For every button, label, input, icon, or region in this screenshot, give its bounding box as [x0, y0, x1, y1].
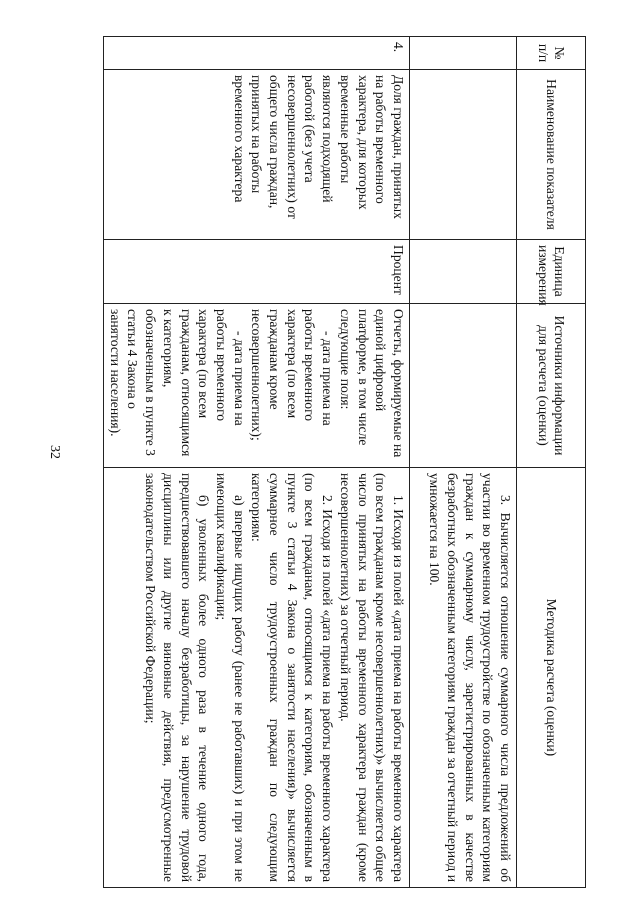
header-unit: Единица измерения [517, 240, 586, 304]
header-name: Наименование показателя [517, 70, 586, 240]
cell-method-cont [410, 468, 517, 888]
cell-num-empty [410, 37, 517, 70]
cell-source [104, 304, 410, 468]
table-header-row [517, 37, 586, 888]
cell-name: Доля граждан, принятых на работы временного характера, для которых временные работы являются подходящей работой (без учета несовершеннолетних) от общего числа граждан, принятых на работы временного характера [104, 70, 410, 240]
source-line: Отчеты, формируемые на единой цифровой платформе, в том числе следующие поля: [337, 309, 406, 458]
method-paragraph: б) уволенных более одного раза в течение одного года, предшествовавшего началу безработицы, за нарушение трудовой дисциплины или другие виновные действия, предусмотренные законодательством Российской Федерации; [143, 473, 212, 882]
source-line: - дата приема на работы временного характера (по всем гражданам, относящимся к категориям, обозначенным в пункте 3 статьи 4 Закона о занятости населения). [107, 309, 247, 457]
cell-name-empty [410, 70, 517, 240]
header-num: № п/п [517, 37, 586, 70]
indicator-table-wrapper [108, 36, 586, 887]
table-row [104, 37, 410, 888]
method-paragraph: 1. Исходя из полей «дата приема на работы временного характера (по всем гражданам кроме несовершеннолетних)» вычисляется общее число принятых на работы временного характера граждан (кроме несовершеннолетних) за отчетный период. [337, 473, 406, 882]
method-paragraph: а) впервые ищущих работу (ранее не работавших) и при этом не имеющих квалификации; [213, 473, 247, 882]
header-method: Методика расчета (оценки) [517, 468, 586, 888]
method-paragraph: 2. Исходя из полей «дата приема на работы временного характера (по всем гражданам, относящимся к категориям, обозначенным в пункте 3 статьи 4 Закона о занятости населения)» вычисляется суммарное число трудоустроенных граждан по следующим категориям: [249, 473, 336, 882]
cell-num: 4. [104, 37, 410, 70]
header-source: Источники информации для расчета (оценки) [517, 304, 586, 468]
cell-unit: Процент [104, 240, 410, 304]
method-paragraph: 3. Вычисляется отношение суммарного числа предложений об участии во временном трудоустройстве по обозначенным категориям граждан к суммарному числу, зарегистрированных в качестве безработных обозначенным категориям граждан за отчетный период и умножается на 100. [427, 473, 513, 882]
cell-source-empty [410, 304, 517, 468]
page-number: 32 [47, 445, 62, 459]
source-line: - дата приема на работы временного характера (по всем гражданам кроме несовершеннолетних); [249, 309, 336, 441]
cell-unit-empty [410, 240, 517, 304]
indicator-table [103, 36, 586, 888]
table-row [410, 37, 517, 888]
cell-method [104, 468, 410, 888]
